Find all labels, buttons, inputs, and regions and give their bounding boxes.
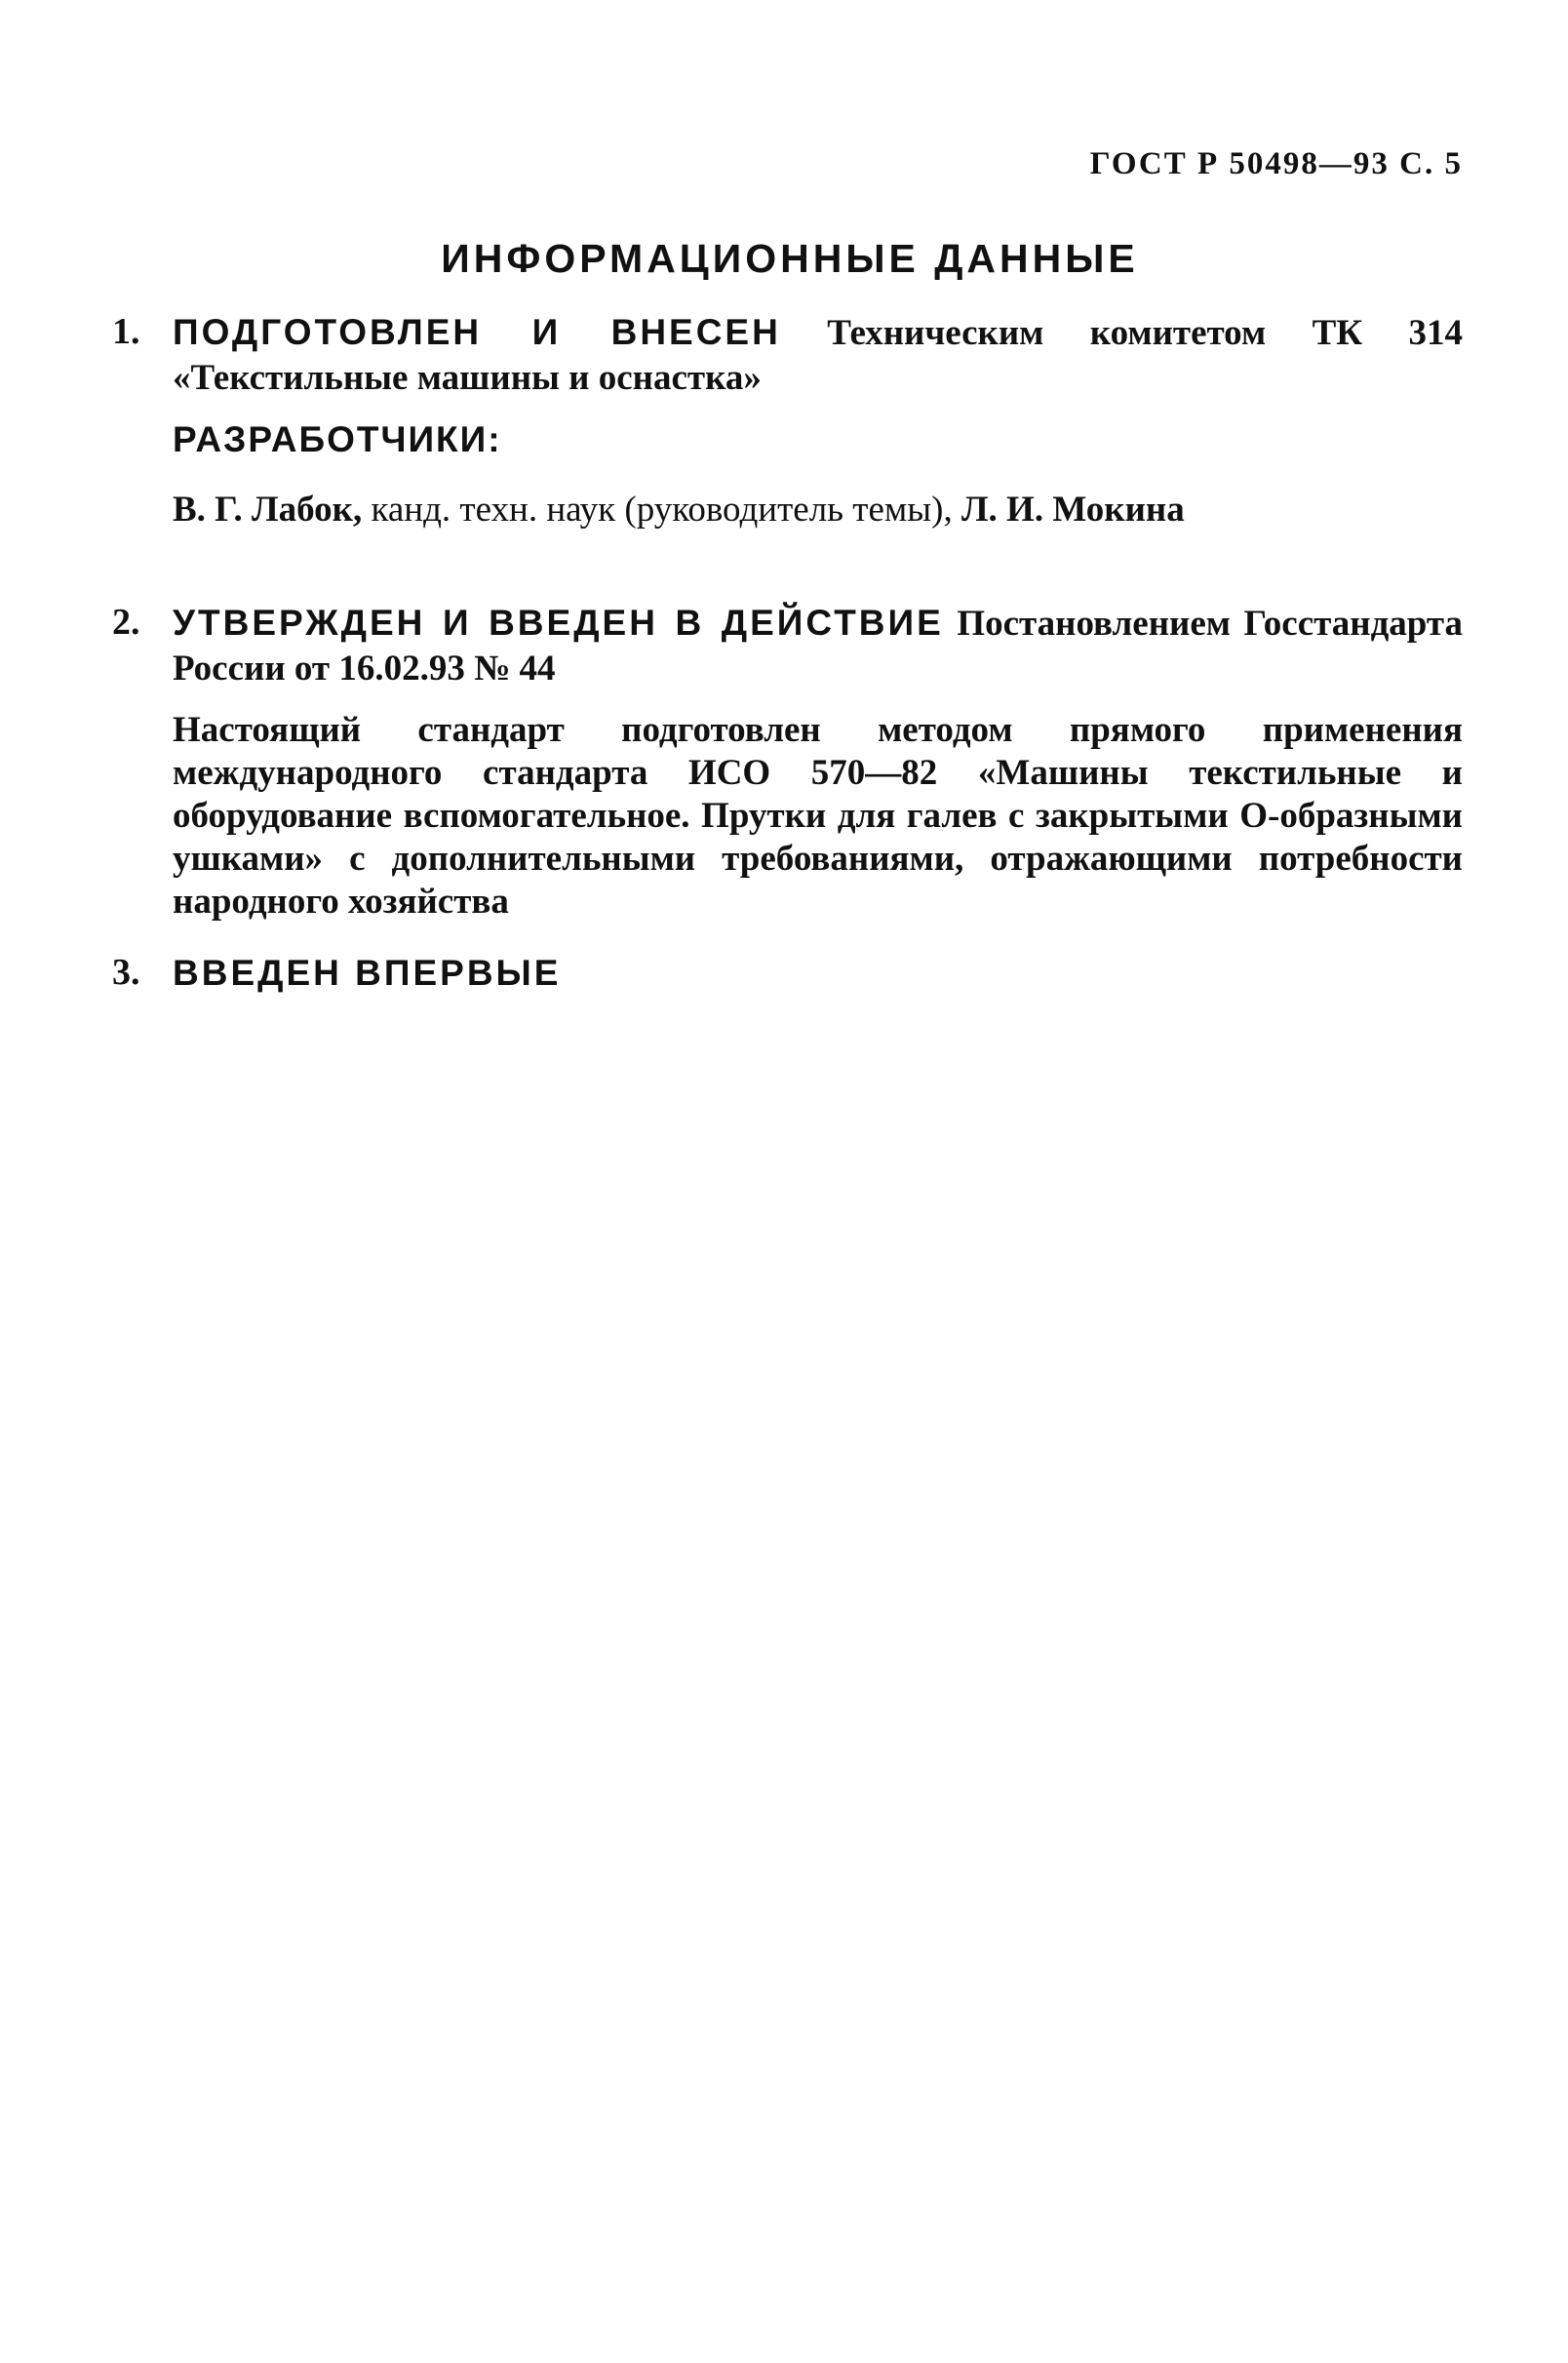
standard-note: Настоящий стандарт подготовлен методом прямого применения международного стандарта ИСО 570—82 «Машины текстильные и оборудование вспомогательное. Прутки для галев с закрытыми О-образными ушками» с дополнительными требованиями, отражающими потребности народного хозяйства (173, 710, 1463, 922)
developer-name-1: В. Г. Лабок, (173, 490, 363, 530)
item-1-number: 1. (112, 311, 140, 352)
item-3-number: 3. (112, 952, 140, 993)
item-1-body (173, 310, 1463, 401)
developers-list (173, 488, 1463, 532)
item-1-label: ПОДГОТОВЛЕН И ВНЕСЕН (173, 312, 781, 352)
item-2-number: 2. (112, 602, 140, 643)
item-2-text: Постановлением Госстандарта России от 16.02.93 № 44 (173, 604, 1463, 689)
developers-heading: РАЗРАБОТЧИКИ: (173, 419, 502, 459)
item-2-label: УТВЕРЖДЕН И ВВЕДЕН В ДЕЙСТВИЕ (173, 603, 944, 643)
item-2-body (173, 601, 1463, 691)
developer-role-1: канд. техн. наук (руководитель темы), (371, 490, 953, 530)
item-1-text: Техническим комитетом ТК 314 «Текстильные машины и оснастка» (173, 313, 1463, 398)
document-title: ИНФОРМАЦИОННЫЕ ДАННЫЕ (441, 236, 1139, 281)
item-3-label: ВВЕДЕН ВПЕРВЫЕ (173, 953, 562, 993)
item-3-body (173, 951, 1463, 997)
developer-name-2: Л. И. Мокина (960, 490, 1185, 530)
running-head: ГОСТ Р 50498—93 С. 5 (1089, 146, 1463, 181)
